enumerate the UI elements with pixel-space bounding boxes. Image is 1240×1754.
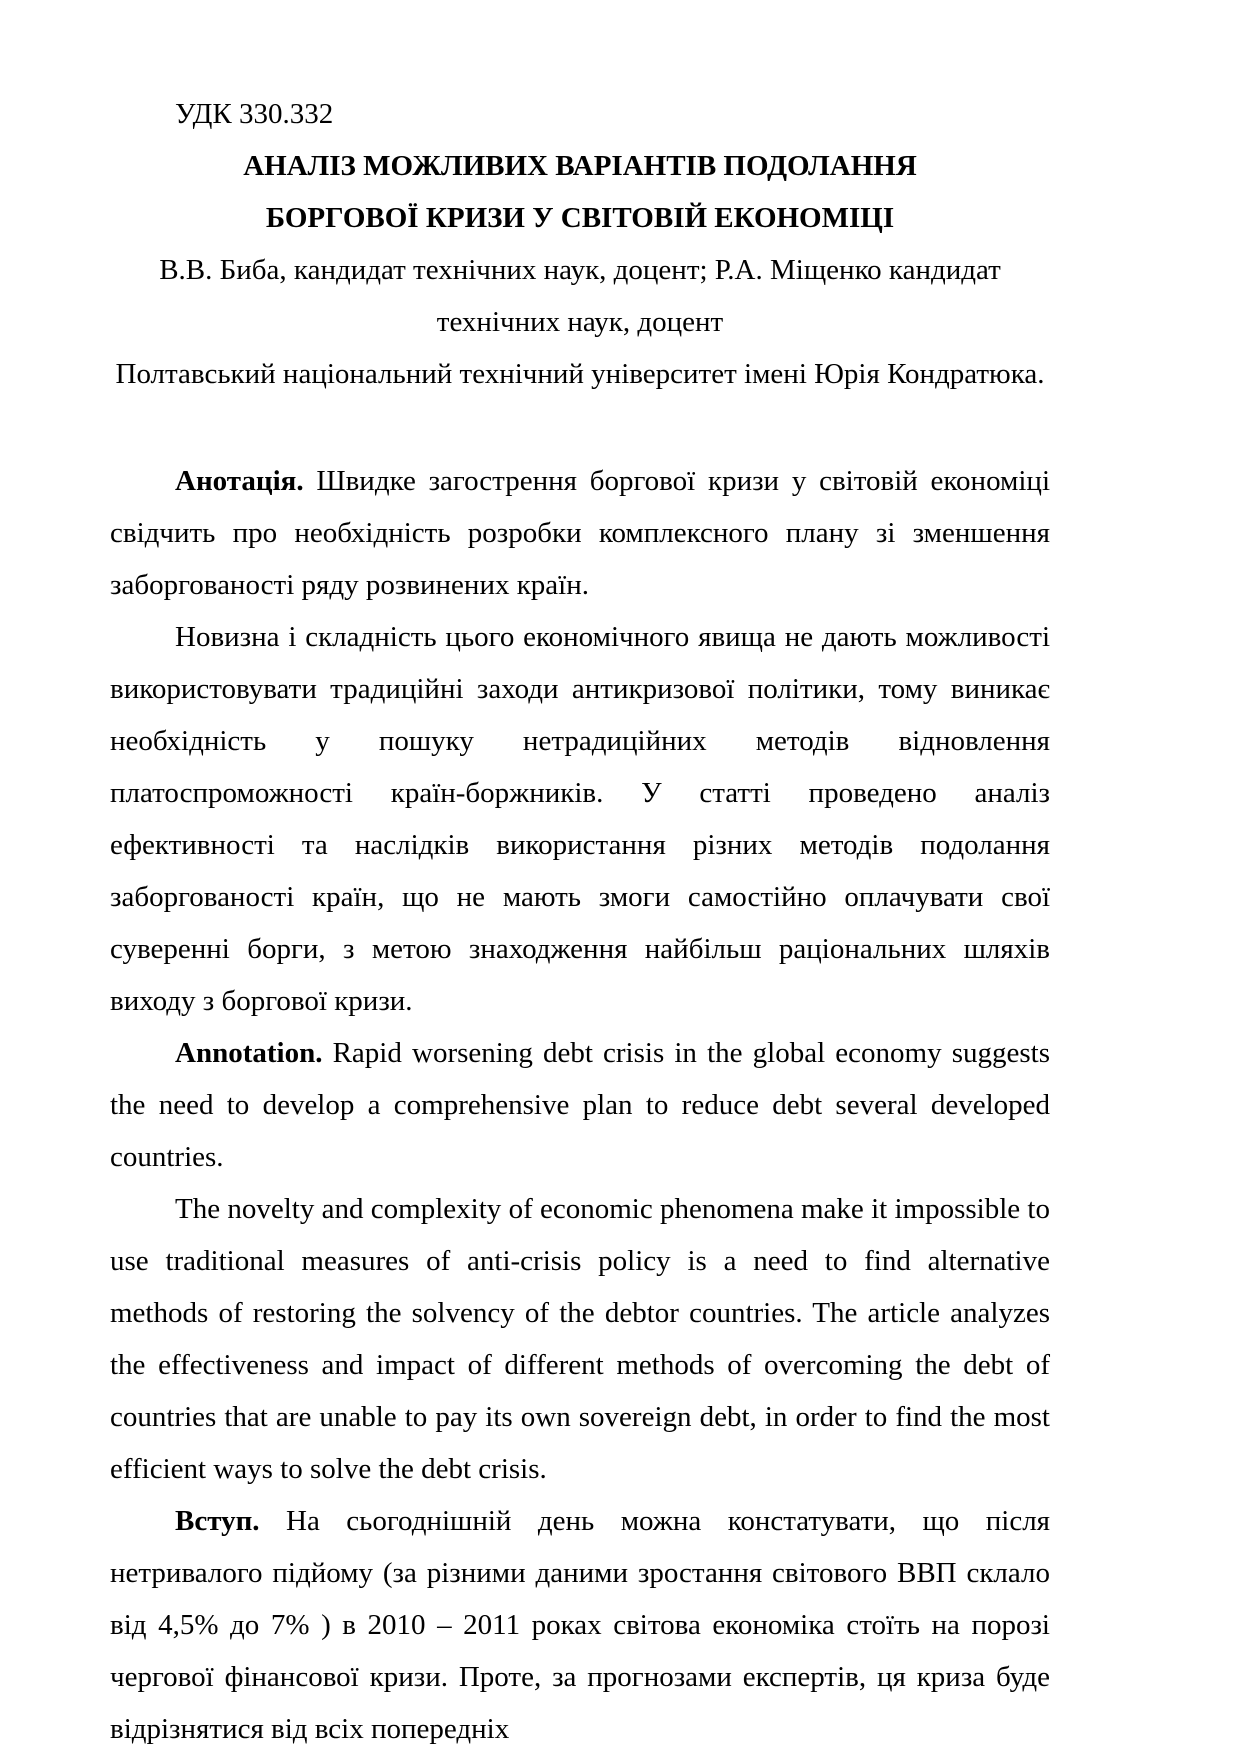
abstract-en-text: Rapid worsening debt crisis in the global economy suggests the need to develop a comprehensive plan to reduce debt several developed countries.: [110, 1037, 1050, 1173]
authors-line: В.В. Биба, кандидат технічних наук, доцент; Р.А. Міщенко кандидат технічних наук, доцент: [159, 254, 1001, 338]
article-title: [110, 140, 1050, 244]
abstract-en-label: Annotation.: [175, 1037, 323, 1069]
abstract-en-continued-text: The novelty and complexity of economic phenomena make it impossible to use traditional measures of anti-crisis policy is a need to find alternative methods of restoring the solvency of the debtor countries. The article analyzes the effectiveness and impact of different methods of overcoming the debt of countries that are unable to pay its own sovereign debt, in order to find the most efficient ways to solve the debt crisis.: [110, 1193, 1050, 1485]
abstract-en-paragraph: [110, 1027, 1050, 1183]
article-title-line1: АНАЛІЗ МОЖЛИВИХ ВАРІАНТІВ ПОДОЛАННЯ: [243, 150, 917, 182]
abstract-ua-label: Анотація.: [175, 465, 304, 497]
introduction-paragraph: [110, 1495, 1050, 1754]
introduction-text: На сьогоднішній день можна констатувати, що після нетривалого підйому (за різними даними зростання світового ВВП склало від 4,5% до 7% ) в 2010 – 2011 роках світова економіка стоїть на порозі чергової фінансової кризи. Проте, за прогнозами експертів, ця криза буде відрізнятися від всіх попередніх: [110, 1505, 1050, 1745]
article-title-line2: БОРГОВОЇ КРИЗИ У СВІТОВІЙ ЕКОНОМІЦІ: [265, 202, 895, 234]
abstract-ua-continued-paragraph: [110, 611, 1050, 1027]
affiliation-line: Полтавський національний технічний університет імені Юрія Кондратюка.: [115, 358, 1045, 390]
abstract-ua-continued-text: Новизна і складність цього економічного явища не дають можливості використовувати традиційні заходи антикризової політики, тому виникає необхідність у пошуку нетрадиційних методів відновлення платоспроможності країн-боржників. У статті проведено аналіз ефективності та наслідків використання різних методів подолання заборгованості країн, що не мають змоги самостійно оплачувати свої суверенні борги, з метою знаходження найбільш раціональних шляхів виходу з боргової кризи.: [110, 621, 1050, 1017]
abstract-en-continued-paragraph: [110, 1183, 1050, 1495]
abstract-ua-paragraph: [110, 455, 1050, 611]
udk-code: УДК 330.332: [175, 98, 334, 130]
abstract-ua-text: Швидке загострення боргової кризи у світовій економіці свідчить про необхідність розробки комплексного плану зі зменшення заборгованості ряду розвинених країн.: [110, 465, 1050, 601]
introduction-label: Вступ.: [175, 1505, 260, 1537]
